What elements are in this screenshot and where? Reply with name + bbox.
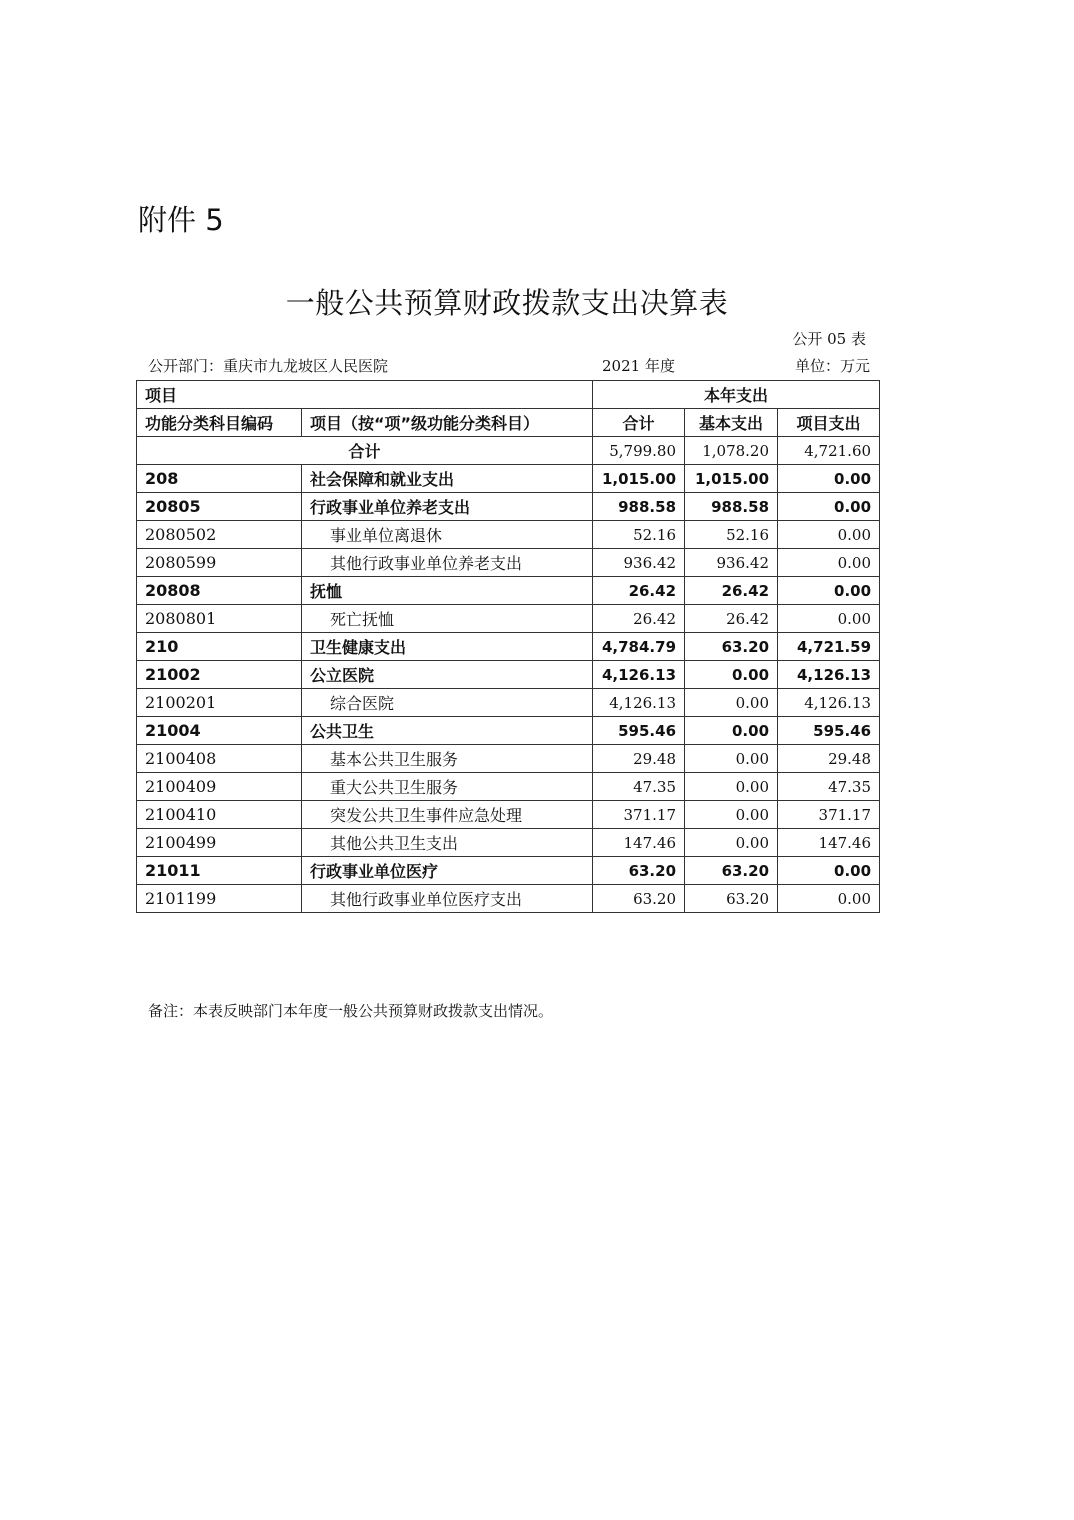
table-row [137,577,880,605]
row-code: 208 [137,465,302,493]
table-row [137,633,880,661]
header-current-year-expenditure: 本年支出 [593,381,880,409]
row-code: 2080502 [137,521,302,549]
row-project: 0.00 [778,493,880,521]
row-project: 29.48 [778,745,880,773]
row-basic: 26.42 [685,577,778,605]
row-basic: 0.00 [685,745,778,773]
table-row [137,689,880,717]
row-project: 0.00 [778,549,880,577]
row-basic: 1,015.00 [685,465,778,493]
row-project: 147.46 [778,829,880,857]
row-code: 2100410 [137,801,302,829]
row-project: 0.00 [778,857,880,885]
total-row-basic: 1,078.20 [685,437,778,465]
form-code: 公开 05 表 [792,330,866,348]
row-project: 0.00 [778,521,880,549]
row-code: 20808 [137,577,302,605]
row-total: 371.17 [593,801,685,829]
row-project: 0.00 [778,577,880,605]
table-row [137,521,880,549]
row-total: 147.46 [593,829,685,857]
row-code: 2100408 [137,745,302,773]
document-title: 一般公共预算财政拨款支出决算表 [285,286,729,320]
row-total: 4,126.13 [593,689,685,717]
row-total: 26.42 [593,577,685,605]
row-name: 公立医院 [302,661,593,689]
total-row-label: 合计 [137,437,593,465]
row-name: 突发公共卫生事件应急处理 [302,801,593,829]
table-row [137,773,880,801]
row-project: 371.17 [778,801,880,829]
row-total: 4,784.79 [593,633,685,661]
row-total: 1,015.00 [593,465,685,493]
row-code: 210 [137,633,302,661]
row-total: 4,126.13 [593,661,685,689]
row-basic: 0.00 [685,801,778,829]
row-name: 其他行政事业单位医疗支出 [302,885,593,913]
row-name: 卫生健康支出 [302,633,593,661]
table-row [137,717,880,745]
table-row [137,857,880,885]
table-row [137,801,880,829]
expenditure-table [136,380,880,913]
row-project: 47.35 [778,773,880,801]
row-total: 29.48 [593,745,685,773]
header-project-expenditure: 项目支出 [778,409,880,437]
unit-label: 单位：万元 [794,357,870,375]
row-name: 社会保障和就业支出 [302,465,593,493]
row-basic: 0.00 [685,689,778,717]
total-row-project: 4,721.60 [778,437,880,465]
row-project: 0.00 [778,465,880,493]
row-project: 595.46 [778,717,880,745]
row-code: 2100409 [137,773,302,801]
row-name: 基本公共卫生服务 [302,745,593,773]
header-name: 项目（按“项”级功能分类科目） [302,409,593,437]
row-project: 0.00 [778,605,880,633]
table-row [137,605,880,633]
row-total: 988.58 [593,493,685,521]
total-row-total: 5,799.80 [593,437,685,465]
fiscal-year: 2021 年度 [602,357,675,375]
row-total: 63.20 [593,857,685,885]
row-total: 26.42 [593,605,685,633]
row-name: 公共卫生 [302,717,593,745]
row-code: 20805 [137,493,302,521]
table-row [137,549,880,577]
header-code: 功能分类科目编码 [137,409,302,437]
row-basic: 63.20 [685,885,778,913]
row-total: 936.42 [593,549,685,577]
table-row [137,745,880,773]
row-basic: 988.58 [685,493,778,521]
header-row-1 [137,381,880,409]
row-basic: 0.00 [685,717,778,745]
table-note: 备注：本表反映部门本年度一般公共预算财政拨款支出情况。 [148,1002,554,1020]
row-code: 21004 [137,717,302,745]
row-basic: 63.20 [685,633,778,661]
row-project: 4,721.59 [778,633,880,661]
row-code: 21011 [137,857,302,885]
row-name: 事业单位离退休 [302,521,593,549]
row-name: 行政事业单位养老支出 [302,493,593,521]
table-row [137,493,880,521]
row-name: 综合医院 [302,689,593,717]
row-name: 其他公共卫生支出 [302,829,593,857]
row-project: 4,126.13 [778,689,880,717]
table-row [137,829,880,857]
table-row [137,661,880,689]
department-label: 公开部门：重庆市九龙坡区人民医院 [148,357,389,375]
row-code: 2101199 [137,885,302,913]
attachment-label: 附件 5 [138,203,224,237]
total-row [137,437,880,465]
row-name: 死亡抚恤 [302,605,593,633]
table-body [137,381,880,913]
row-code: 21002 [137,661,302,689]
row-basic: 63.20 [685,857,778,885]
table-row [137,465,880,493]
row-basic: 0.00 [685,773,778,801]
row-code: 2080599 [137,549,302,577]
row-basic: 0.00 [685,829,778,857]
row-code: 2080801 [137,605,302,633]
row-name: 行政事业单位医疗 [302,857,593,885]
meta-line [148,355,870,377]
header-basic: 基本支出 [685,409,778,437]
row-code: 2100499 [137,829,302,857]
row-name: 抚恤 [302,577,593,605]
header-row-2 [137,409,880,437]
row-basic: 52.16 [685,521,778,549]
row-project: 0.00 [778,885,880,913]
header-total: 合计 [593,409,685,437]
row-total: 47.35 [593,773,685,801]
row-basic: 0.00 [685,661,778,689]
row-project: 4,126.13 [778,661,880,689]
header-project: 项目 [137,381,593,409]
row-code: 2100201 [137,689,302,717]
row-basic: 26.42 [685,605,778,633]
row-name: 其他行政事业单位养老支出 [302,549,593,577]
table-row [137,885,880,913]
row-total: 52.16 [593,521,685,549]
row-basic: 936.42 [685,549,778,577]
row-total: 595.46 [593,717,685,745]
row-total: 63.20 [593,885,685,913]
row-name: 重大公共卫生服务 [302,773,593,801]
